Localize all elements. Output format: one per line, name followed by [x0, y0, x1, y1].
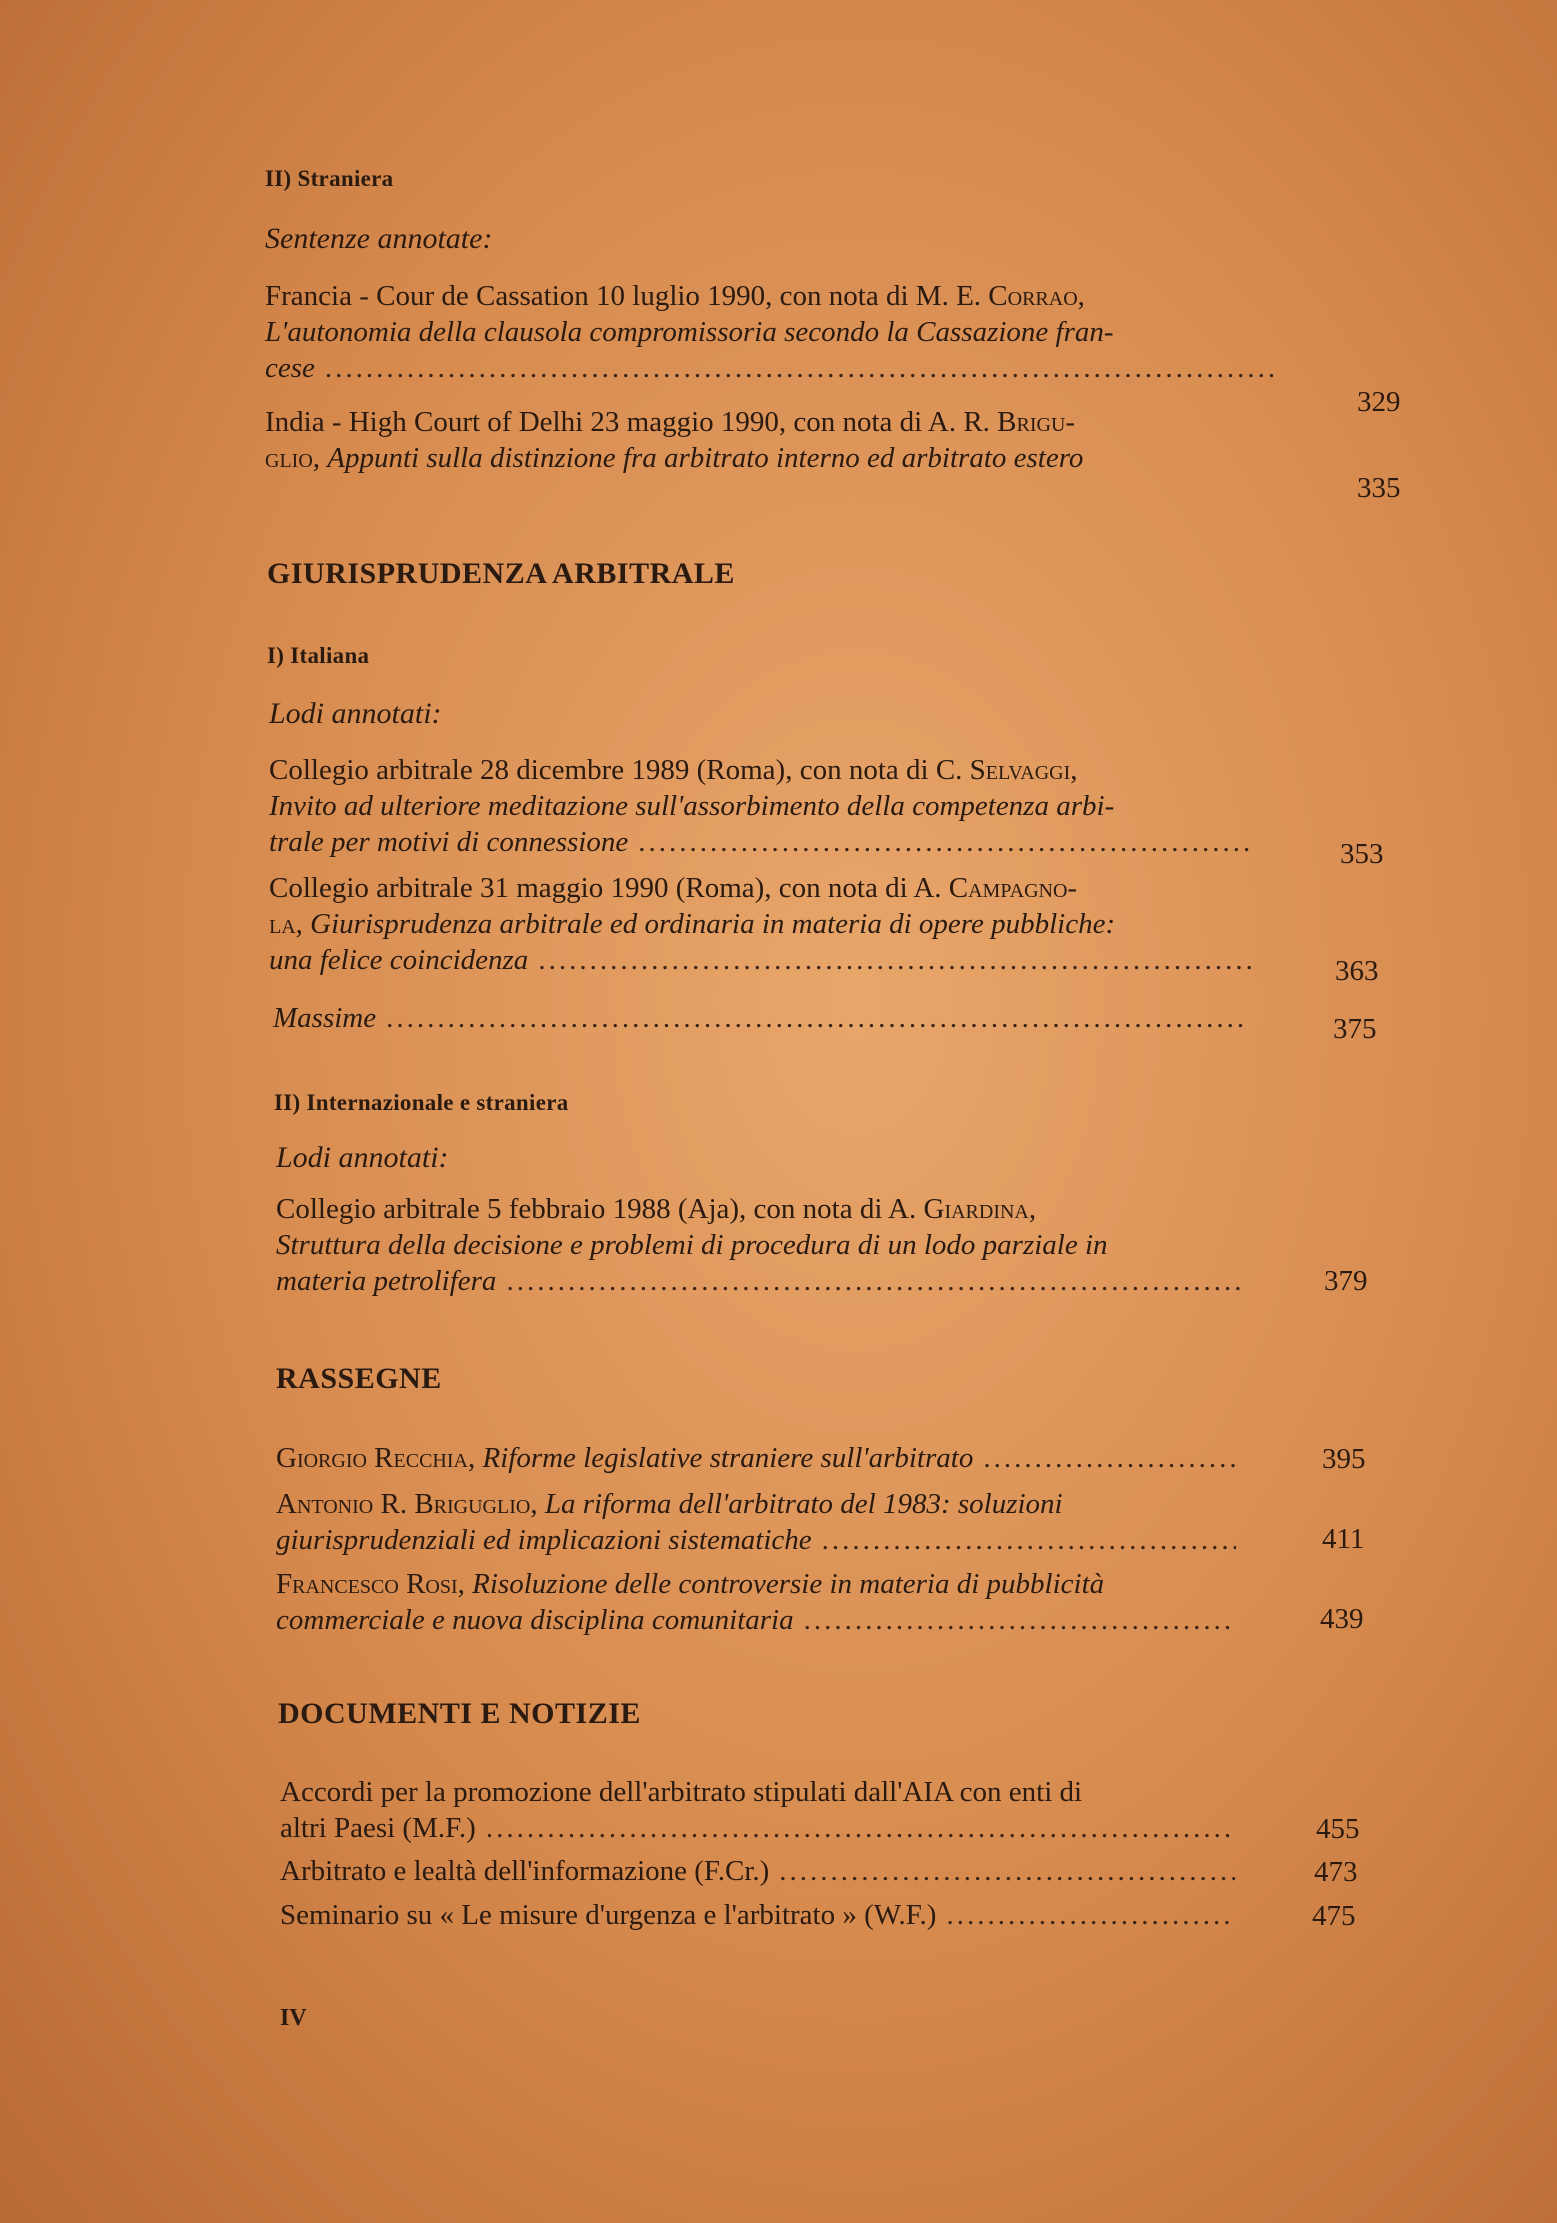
- toc-entry-seminario: [280, 1897, 1235, 1933]
- toc-entry-briguglio: Antonio R. Briguglio , La riforma dell'arbitrato del 1983: soluzioni giurisprudenziali ed implicazioni sistematiche .....: [276, 1486, 1236, 1558]
- toc-entry-collegio-1990: Collegio arbitrale 31 maggio 1990 (Roma), con nota di A. Campagno- la , Giurisprudenza arbitrale ed ordinaria in materia di opere pubbliche: una felice coincidenza .....: [269, 870, 1254, 978]
- leader-dots: [486, 1810, 1235, 1846]
- leader-dots: [946, 1897, 1235, 1933]
- entry-title-end: una felice coincidenza: [269, 944, 529, 976]
- entry-title-end: materia petrolifera: [276, 1265, 497, 1297]
- entry-title: Riforme legislative straniere sull'arbitrato: [482, 1442, 974, 1474]
- section-heading-italiana: I) Italiana: [267, 643, 370, 668]
- section-heading-straniera: II) Straniera: [265, 166, 394, 191]
- page-number: 329: [1357, 386, 1401, 418]
- entry-title: Risoluzione delle controversie in materia di pubblicità: [472, 1568, 1105, 1600]
- entry-title-end: trale per motivi di connessione: [269, 826, 629, 858]
- page-number: 363: [1335, 955, 1379, 987]
- entry-title: Giurisprudenza arbitrale ed ordinaria in materia di opere pubbliche:: [310, 908, 1116, 940]
- entry-title-end: commerciale e nuova disciplina comunitaria: [276, 1604, 794, 1636]
- page-number: 395: [1322, 1443, 1366, 1475]
- page-number: 475: [1312, 1900, 1356, 1932]
- entry-title-end: altri Paesi (M.F.): [280, 1812, 476, 1844]
- entry-title-end: cese: [265, 352, 315, 384]
- page-number: 353: [1340, 838, 1384, 870]
- entry-title: Invito ad ulteriore meditazione sull'assorbimento della competenza arbi-: [269, 790, 1115, 822]
- toc-entry-recchia: Giorgio Recchia , Riforme legislative straniere sull'arbitrato .....: [276, 1440, 1236, 1476]
- section-heading-internazionale: II) Internazionale e straniera: [274, 1090, 569, 1115]
- page-number: 473: [1314, 1856, 1358, 1888]
- toc-entry-accordi: [280, 1774, 1235, 1846]
- entry-title: L'autonomia della clausola compromissoria secondo la Cassazione fran-: [265, 316, 1114, 348]
- leader-dots: [538, 942, 1254, 978]
- leader-dots: [506, 1263, 1246, 1299]
- page-number: 335: [1357, 472, 1401, 504]
- entry-line: Francia - Cour de Cassation 10 luglio 1990, con nota di M. E. Corrao,: [265, 280, 1085, 312]
- toc-entry-rosi: Francesco Rosi , Risoluzione delle controversie in materia di pubblicità commerciale e nuova disciplina comunitaria .....: [276, 1566, 1236, 1638]
- page-number: 411: [1322, 1523, 1365, 1555]
- toc-entry-massime: [273, 1000, 1248, 1036]
- leader-dots: [638, 824, 1254, 860]
- entry-author: Giorgio Recchia: [276, 1442, 468, 1474]
- toc-entry-india: India - High Court of Delhi 23 maggio 1990, con nota di A. R. Brigu- glio , Appunti sulla distinzione fra arbitrato interno ed arbitrato estero: [265, 406, 1084, 474]
- subheading-lodi-annotati: Lodi annotati:: [276, 1141, 449, 1174]
- leader-dots: [804, 1602, 1236, 1638]
- leader-dots: [779, 1853, 1235, 1889]
- page-number: 439: [1320, 1603, 1364, 1635]
- footer-page-label: IV: [280, 2005, 307, 2031]
- section-heading-rassegne: RASSEGNE: [276, 1362, 442, 1395]
- leader-dots: [983, 1440, 1236, 1476]
- leader-dots: [325, 350, 1277, 386]
- toc-entry-collegio-1989: Collegio arbitrale 28 dicembre 1989 (Roma), con nota di C. Selvaggi , Invito ad ulteriore meditazione sull'assorbimento della competenza arbi- trale per motivi di connessione .....: [269, 752, 1254, 860]
- entry-title: Appunti sulla distinzione fra arbitrato interno ed arbitrato estero: [327, 442, 1084, 474]
- toc-entry-francia: [265, 278, 1277, 386]
- leader-dots: [386, 1000, 1248, 1036]
- entry-title: Seminario su « Le misure d'urgenza e l'arbitrato » (W.F.): [280, 1899, 937, 1931]
- section-heading-documenti: DOCUMENTI E NOTIZIE: [278, 1697, 641, 1730]
- entry-title-end: giurisprudenziali ed implicazioni sistematiche: [276, 1524, 812, 1556]
- entry-title: La riforma dell'arbitrato del 1983: soluzioni: [544, 1488, 1063, 1520]
- subheading-sentenze-annotate: Sentenze annotate:: [265, 222, 493, 255]
- entry-author: Francesco Rosi: [276, 1568, 458, 1600]
- page-number: 455: [1316, 1813, 1360, 1845]
- toc-entry-lealta: [280, 1853, 1235, 1889]
- entry-title: Accordi per la promozione dell'arbitrato stipulati dall'AIA con enti di: [280, 1776, 1083, 1808]
- page-number: 375: [1333, 1013, 1377, 1045]
- entry-title: Massime: [273, 1002, 377, 1034]
- toc-entry-collegio-aja: Collegio arbitrale 5 febbraio 1988 (Aja), con nota di A. Giardina , Struttura della decisione e problemi di procedura di un lodo parziale in materia petrolifera .....: [276, 1191, 1246, 1299]
- subheading-lodi-annotati: Lodi annotati:: [269, 697, 442, 730]
- page-number: 379: [1324, 1265, 1368, 1297]
- entry-title: Struttura della decisione e problemi di procedura di un lodo parziale in: [276, 1229, 1108, 1261]
- entry-title: Arbitrato e lealtà dell'informazione (F.Cr.): [280, 1855, 770, 1887]
- entry-author: Antonio R. Briguglio: [276, 1488, 531, 1520]
- section-heading-giurisprudenza: GIURISPRUDENZA ARBITRALE: [267, 557, 735, 590]
- leader-dots: [822, 1522, 1236, 1558]
